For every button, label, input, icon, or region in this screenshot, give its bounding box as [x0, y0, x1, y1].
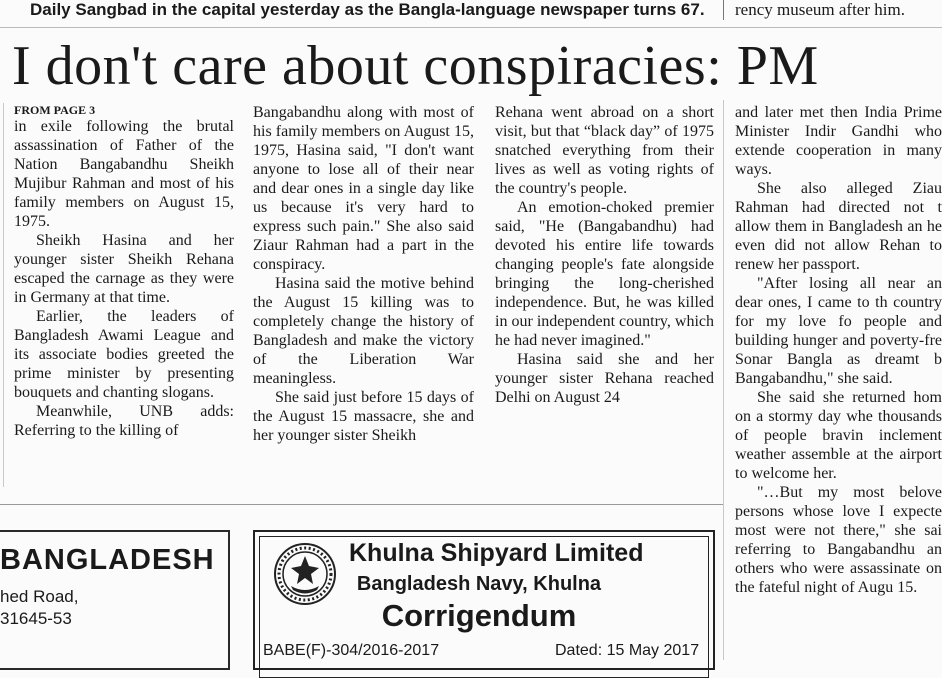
ad-address-line: hed Road,	[0, 587, 79, 606]
ad-heading: Corrigendum	[381, 598, 577, 633]
column-rule	[723, 100, 724, 660]
paragraph: Hasina said the motive behind the August 15 killing was to completely change the history of Bangladesh and make the victory of the Liberation War meaningless.	[253, 275, 474, 387]
jump-line: FROM PAGE 3	[14, 103, 96, 117]
adjacent-story-fragment: rency museum after him.	[735, 0, 905, 19]
column-rule	[3, 103, 4, 487]
ad-subtitle: Bangladesh Navy, Khulna	[356, 573, 602, 595]
article-column-4	[735, 103, 942, 597]
paragraph: "After losing all near an dear ones, I came to th country for my love fo people and building hunger and poverty-fre Sonar Bangla as dreamt b Bangabandhu," she said.	[735, 275, 942, 387]
article-headline: I don't care about conspiracies: PM	[12, 35, 819, 97]
section-rule	[0, 27, 942, 28]
shipyard-advertisement	[253, 530, 715, 670]
paragraph: She said just before 15 days of the August 15 massacre, she and her younger sister Sheikh	[253, 389, 474, 444]
shipyard-emblem-icon	[273, 542, 337, 606]
paragraph: She also alleged Ziau Rahman had directed not t allow them in Bangladesh an he even did not allow Rehan to renew her passport.	[735, 180, 942, 273]
article-column-2	[253, 103, 474, 445]
paragraph: Bangabandhu along with most of his family members on August 15, 1975, Hasina said, "I don't want anyone to lose all of their near and dear ones in a single day like us because it's very hard to express such pain." She also said Ziaur Rahman had a part in the conspiracy.	[253, 104, 474, 273]
article-column-1	[14, 103, 234, 440]
article-column-3	[495, 103, 714, 407]
paragraph: Earlier, the leaders of Bangladesh Awami League and its associate bodies greeted the prime minister by presenting bouquets and chanting slogans.	[14, 308, 234, 401]
ad-section-rule	[0, 504, 723, 505]
paragraph: Meanwhile, UNB adds: Referring to the killing of	[14, 403, 234, 439]
paragraph: "…But my most belove persons whose love I expecte most were not there," she sai referring to Bangabandhu an others who were assassinate on the fateful night of Augu 15.	[735, 484, 942, 596]
bangladesh-advertisement	[0, 530, 230, 670]
previous-story-caption: Daily Sangbad in the capital yesterday as the Bangla-language newspaper turns 67.	[30, 0, 705, 19]
ad-phone-line: 31645-53	[0, 609, 72, 628]
ad-reference-number: BABE(F)-304/2016-2017	[263, 642, 440, 659]
paragraph: Rehana went abroad on a short visit, but that “black day” of 1975 snatched everything from their lives as well as voting rights of the country's people.	[495, 104, 714, 197]
column-divider	[723, 0, 724, 20]
ad-title: BANGLADESH	[0, 544, 215, 576]
paragraph: in exile following the brutal assassination of Father of the Nation Bangabandhu Sheikh Mujibur Rahman and most of his family members on August 15, 1975.	[14, 118, 234, 230]
ad-date: Dated: 15 May 2017	[555, 642, 700, 659]
ad-company-name: Khulna Shipyard Limited	[349, 539, 644, 567]
paragraph: and later met then India Prime Minister Indir Gandhi who extende cooperation in many ways.	[735, 104, 942, 178]
paragraph: She said she returned hom on a stormy day whe thousands of people bravin inclement weather assemble at the airport to welcome her.	[735, 389, 942, 482]
paragraph: Sheikh Hasina and her younger sister Sheikh Rehana escaped the carnage as they were in Germany at that time.	[14, 232, 234, 306]
paragraph: Hasina said she and her younger sister Rehana reached Delhi on August 24	[495, 351, 714, 406]
paragraph: An emotion-choked premier said, "He (Bangabandhu) had devoted his entire life towards changing people's fate alongside bringing the long-cherished independence. But, he was killed in our independent country, which he had never imagined."	[495, 199, 714, 349]
